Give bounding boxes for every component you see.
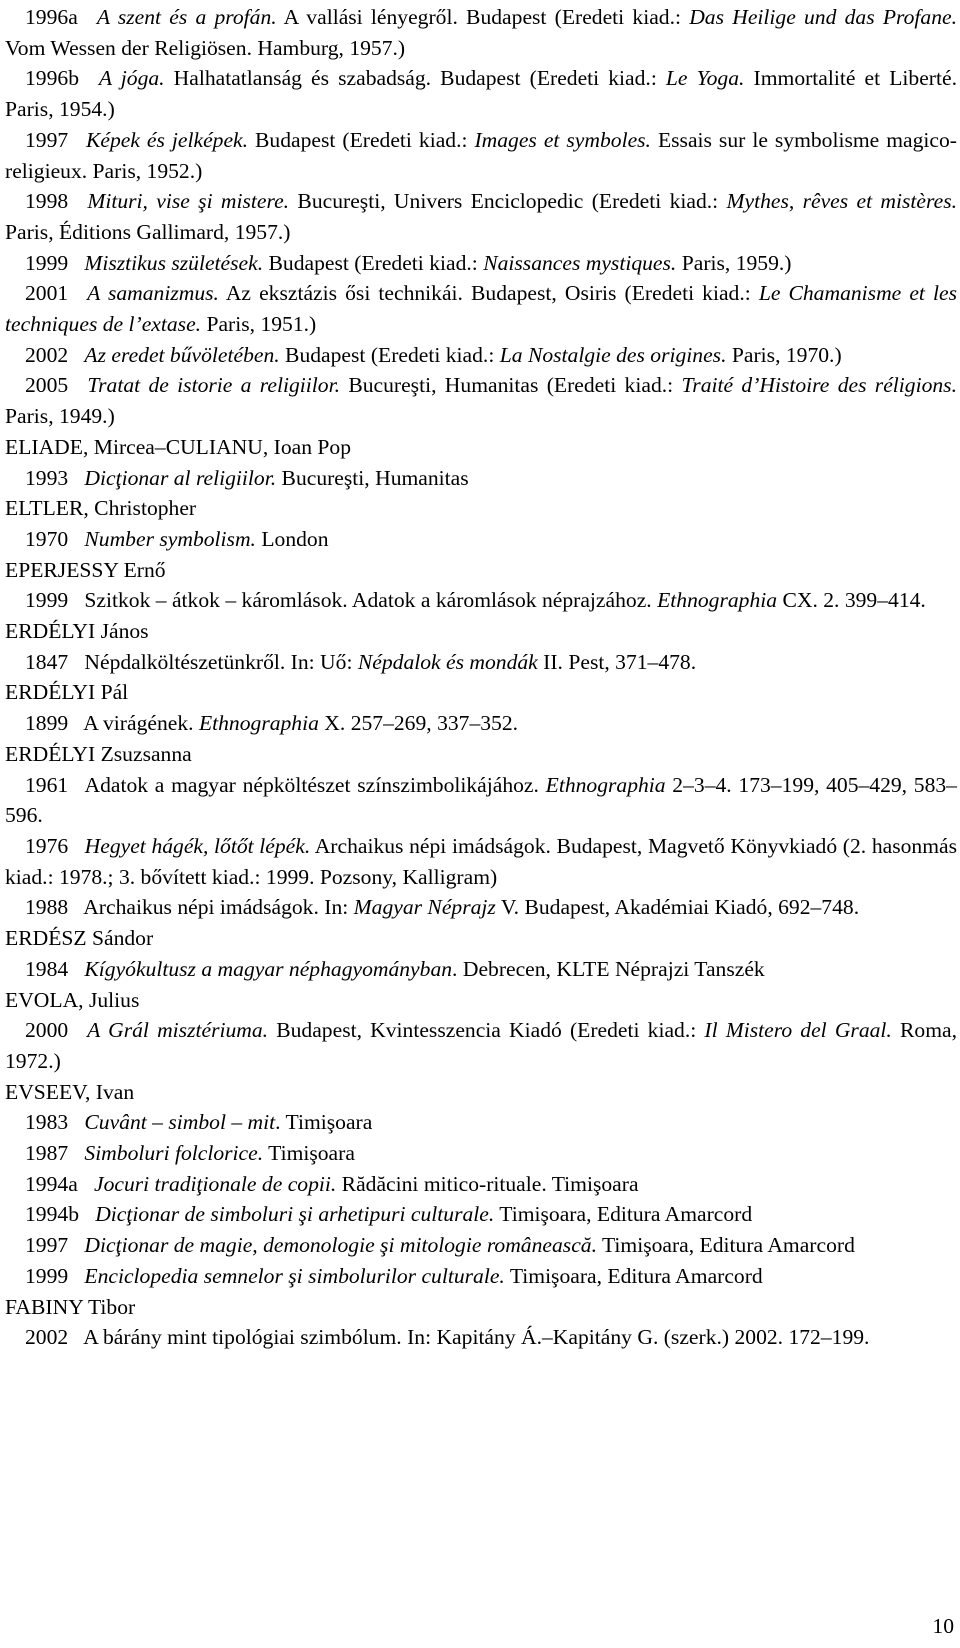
bibliography-entry	[5, 248, 957, 279]
bibliography-entry	[5, 1138, 957, 1169]
entry-text: Paris, 1951.)	[201, 312, 317, 337]
bibliography-entry	[5, 1107, 957, 1138]
bibliography-entry	[5, 463, 957, 494]
bibliography-entry	[5, 524, 957, 555]
author-heading: ERDÉLYI Zsuzsanna	[5, 741, 192, 766]
entry-text: Bucureşti, Humanitas (Eredeti kiad.:	[340, 373, 682, 398]
author-heading: ELIADE, Mircea–CULIANU, Ioan Pop	[5, 434, 352, 459]
entry-year: 1996b	[25, 66, 79, 91]
entry-text: Timişoara, Editura Amarcord	[596, 1233, 855, 1258]
entry-text: II. Pest, 371–478.	[537, 649, 697, 674]
entry-title: Traité d’Histoire des réligions.	[681, 373, 957, 398]
author-heading: EPERJESSY Ernő	[5, 557, 166, 582]
entry-title: Ethnographia	[198, 711, 319, 736]
entry-year: 1984	[25, 956, 69, 981]
entry-title: Mythes, rêves et mistères.	[726, 189, 957, 214]
bibliography-list	[5, 2, 957, 1353]
entry-text: Roma, 1972.)	[5, 1018, 957, 1073]
author-heading: EVSEEV, Ivan	[5, 1079, 135, 1104]
bibliography-entry	[5, 63, 957, 124]
entry-text: Népdalköltészetünkről. In: Uő:	[84, 649, 358, 674]
entry-title: Number symbolism.	[84, 526, 256, 551]
bibliography-entry	[5, 1169, 957, 1200]
entry-title: Kígyókultusz a magyar néphagyományban	[84, 956, 453, 981]
entry-text: Paris, 1970.)	[726, 342, 842, 367]
entry-text: Bucureşti, Humanitas	[276, 465, 469, 490]
bibliography-entry	[5, 1230, 957, 1261]
entry-text: Szitkok – átkok – káromlások. Adatok a káromlások néprajzához.	[84, 588, 658, 613]
entry-title: A jóga.	[98, 66, 165, 91]
bibliography-entry	[5, 340, 957, 371]
entry-text: CX. 2. 399–414.	[777, 588, 926, 613]
entry-text: Paris, Éditions Gallimard, 1957.)	[5, 219, 291, 244]
entry-text: Essais sur le symbolisme magico-religieux. Paris, 1952.)	[5, 127, 958, 183]
bibliography-entry	[5, 1199, 957, 1230]
entry-title: Hegyet hágék, lőtőt lépék.	[84, 833, 311, 858]
entry-title: Mituri, vise şi mistere.	[87, 189, 290, 214]
bibliography-entry	[5, 1322, 957, 1353]
entry-year: 1970	[25, 526, 69, 551]
entry-text: London	[255, 526, 329, 551]
entry-text: Halhatatlanság és szabadság. Budapest (Eredeti kiad.:	[164, 66, 666, 91]
entry-title: Dicţionar de simboluri şi arhetipuri culturale.	[95, 1202, 495, 1227]
entry-text: Timişoara	[263, 1141, 355, 1166]
entry-title: Enciclopedia semnelor şi simbolurilor culturale.	[84, 1263, 505, 1288]
bibliography-entry	[5, 186, 957, 247]
bibliography-entry	[5, 770, 957, 831]
author-heading: ERDÉLYI János	[5, 619, 149, 644]
entry-year: 1996a	[25, 5, 78, 29]
entry-title: Naissances mystiques.	[483, 250, 677, 275]
entry-year: 2005	[25, 373, 69, 398]
entry-text: Paris, 1959.)	[676, 250, 792, 275]
entry-text: Paris, 1949.)	[5, 404, 115, 429]
entry-title: Le Yoga.	[665, 66, 745, 91]
entry-text: Timişoara, Editura Amarcord	[504, 1263, 763, 1288]
bibliography-entry	[5, 1015, 957, 1076]
entry-title: Images et symboles.	[474, 127, 651, 152]
entry-year: 2002	[25, 342, 69, 367]
entry-text: Timişoara, Editura Amarcord	[494, 1202, 753, 1227]
entry-title: Ethnographia	[545, 772, 666, 797]
entry-text: Budapest, Kvintesszencia Kiadó (Eredeti kiad.:	[268, 1018, 705, 1043]
entry-title: Das Heilige und das Profane.	[689, 5, 957, 29]
entry-text: X. 257–269, 337–352.	[318, 711, 519, 736]
entry-text: Immortalité et Liberté. Paris, 1954.)	[5, 66, 957, 122]
entry-year: 1998	[25, 189, 69, 214]
entry-year: 1994a	[25, 1171, 78, 1196]
author-heading: ERDÉLYI Pál	[5, 680, 129, 705]
entry-title: Il Mistero del Graal.	[704, 1018, 892, 1043]
bibliography-page	[5, 2, 957, 1353]
entry-text: Adatok a magyar népköltészet színszimbolikájához.	[84, 772, 546, 797]
entry-year: 1983	[25, 1110, 69, 1135]
entry-title: Az eredet bűvöletében.	[84, 342, 280, 367]
author-heading: EVOLA, Julius	[5, 987, 140, 1012]
bibliography-entry	[5, 125, 957, 186]
entry-text: A vallási lényegről. Budapest (Eredeti kiad.:	[276, 5, 690, 29]
entry-text: Budapest (Eredeti kiad.:	[263, 250, 484, 275]
entry-text: A virágének.	[83, 711, 199, 736]
entry-title: Jocuri tradiţionale de copii.	[93, 1171, 337, 1196]
bibliography-entry	[5, 2, 957, 63]
entry-year: 1999	[25, 250, 69, 275]
entry-year: 1988	[25, 895, 69, 920]
bibliography-entry	[5, 954, 957, 985]
entry-text: A bárány mint tipológiai szimbólum. In: Kapitány Á.–Kapitány G. (szerk.) 2002. 172–199.	[83, 1325, 870, 1350]
bibliography-entry	[5, 647, 957, 678]
entry-year: 1997	[25, 127, 69, 152]
entry-year: 1976	[25, 833, 69, 858]
entry-title: Dicţionar de magie, demonologie şi mitologie românească.	[84, 1233, 597, 1258]
entry-title: Népdalok és mondák	[357, 649, 538, 674]
bibliography-entry	[5, 585, 957, 616]
entry-text: Archaikus népi imádságok. Budapest, Magvető Könyvkiadó (2. hasonmás kiad.: 1978.; 3. bővített kiad.: 1999. Pozsony, Kalligram)	[5, 833, 957, 889]
entry-text: Budapest (Eredeti kiad.:	[248, 127, 475, 152]
entry-text: Rădăcini mitico-rituale. Timişoara	[336, 1171, 639, 1196]
entry-title: A Grál misztériuma.	[87, 1018, 269, 1043]
entry-title: La Nostalgie des origines.	[499, 342, 727, 367]
entry-text: Budapest (Eredeti kiad.:	[279, 342, 500, 367]
bibliography-entry	[5, 708, 957, 739]
entry-year: 1987	[25, 1141, 69, 1166]
entry-title: Tratat de istorie a religiilor.	[87, 373, 340, 398]
entry-year: 2002	[25, 1325, 69, 1350]
author-heading: ELTLER, Christopher	[5, 496, 197, 521]
entry-year: 1993	[25, 465, 69, 490]
author-heading: ERDÉSZ Sándor	[5, 926, 154, 951]
entry-text: . Timişoara	[275, 1110, 373, 1135]
entry-year: 1961	[25, 772, 69, 797]
entry-text: 2–3–4. 173–199, 405–429, 583–596.	[5, 772, 957, 828]
author-heading: FABINY Tibor	[5, 1294, 136, 1319]
entry-text: Bucureşti, Univers Enciclopedic (Eredeti kiad.:	[289, 189, 727, 214]
entry-title: Cuvânt – simbol – mit	[84, 1110, 276, 1135]
bibliography-entry	[5, 831, 957, 892]
entry-title: Képek és jelképek.	[85, 127, 249, 152]
entry-title: Ethnographia	[657, 588, 778, 613]
entry-text: Vom Wessen der Religiösen. Hamburg, 1957.)	[5, 35, 406, 60]
entry-year: 1997	[25, 1233, 69, 1258]
entry-year: 1994b	[25, 1202, 79, 1227]
entry-year: 1999	[25, 1263, 69, 1288]
entry-title: Misztikus születések.	[84, 250, 264, 275]
entry-year: 1999	[25, 588, 69, 613]
entry-year: 1847	[25, 649, 69, 674]
entry-text: . Debrecen, KLTE Néprajzi Tanszék	[452, 956, 765, 981]
bibliography-entry	[5, 892, 957, 923]
bibliography-entry	[5, 1261, 957, 1292]
entry-title: Le Chamanisme et les techniques de l’extase.	[5, 281, 957, 337]
entry-title: A szent és a profán.	[96, 5, 277, 29]
page-number: 10	[932, 1614, 954, 1638]
entry-year: 1899	[25, 711, 69, 736]
bibliography-entry	[5, 370, 957, 431]
entry-text: V. Budapest, Akadémiai Kiadó, 692–748.	[495, 895, 860, 920]
entry-title: Dicţionar al religiilor.	[84, 465, 277, 490]
entry-text: Az eksztázis ősi technikái. Budapest, Osiris (Eredeti kiad.:	[218, 281, 759, 306]
entry-title: Magyar Néprajz	[353, 895, 496, 920]
entry-title: A samanizmus.	[87, 281, 219, 306]
entry-text: Archaikus népi imádságok. In:	[83, 895, 354, 920]
bibliography-entry	[5, 278, 957, 339]
entry-year: 2000	[25, 1018, 69, 1043]
entry-year: 2001	[25, 281, 69, 306]
entry-title: Simboluri folclorice.	[84, 1141, 264, 1166]
